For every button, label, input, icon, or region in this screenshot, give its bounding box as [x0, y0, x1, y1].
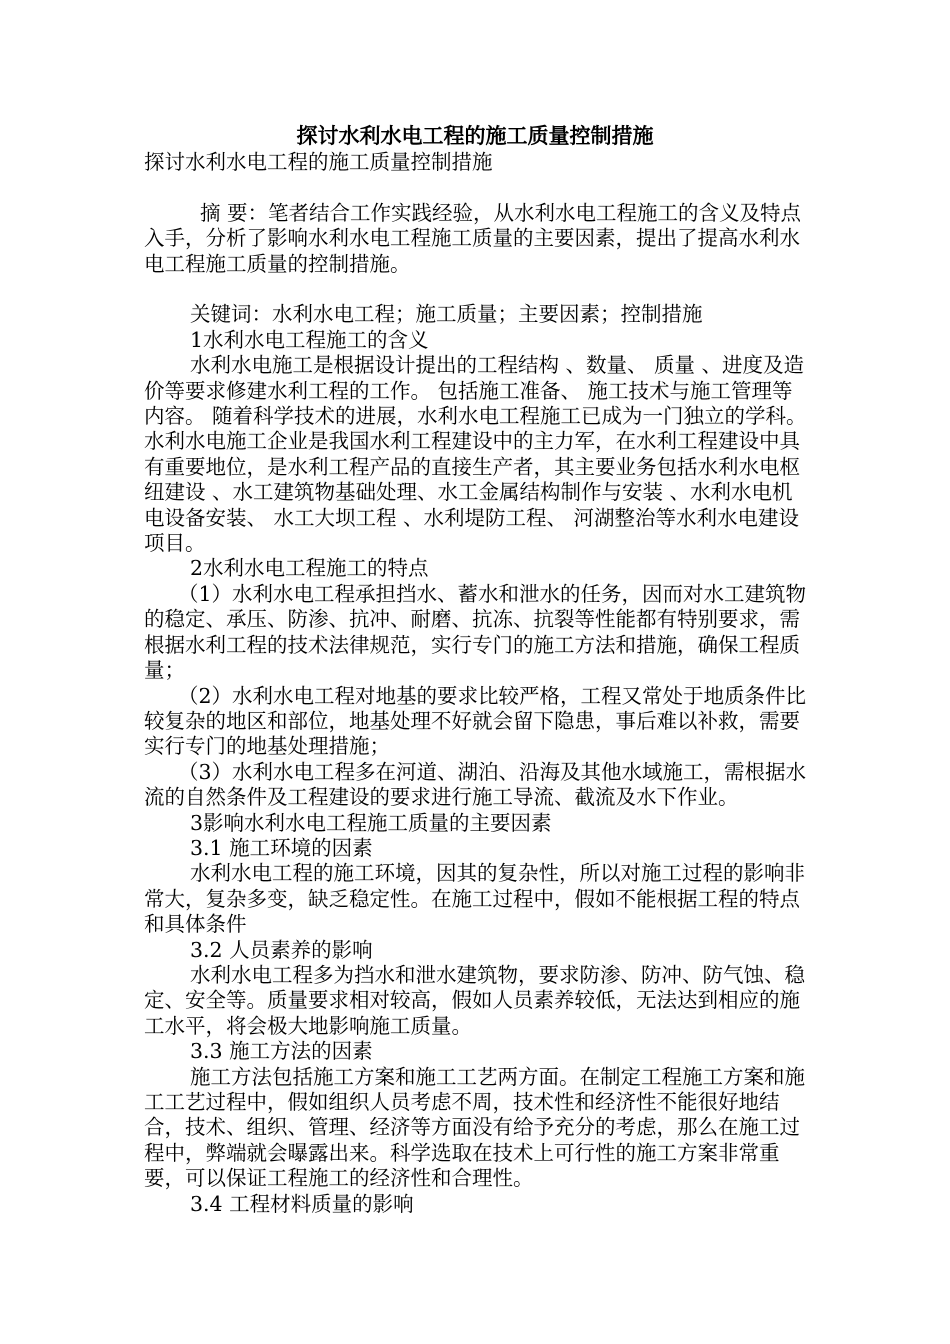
body-paragraph: 水利水电施工是根据设计提出的工程结构 、数量、 质量 、进度及造价等要求修建水利工程的工作。 包括施工准备、 施工技术与施工管理等内容。 随着科学技术的进展，水利水电工程施工已成为一门独立的学科。 水利水电施工企业是我国水利工程建设中的主力军，在水利工程建设中具有重要地位，是水利工程产品的直接生产者，其主要业务包括水利水电枢纽建设 、水工建筑物基础处理、水工金属结构制作与安装 、水利水电机电设备安装、 水工大坝工程 、水利堤防工程、 河湖整治等水利水电建设项目。	[144, 353, 807, 556]
document-subtitle: 探讨水利水电工程的施工质量控制措施	[144, 150, 493, 174]
body-paragraph: 施工方法包括施工方案和施工工艺两方面。在制定工程施工方案和施工工艺过程中，假如组织人员考虑不周，技术性和经济性不能很好地结合，技术、组织、管理、经济等方面没有给予充分的考虑，那么在施工过程中，弊端就会曝露出来。科学选取在技术上可行性的施工方案非常重要，可以保证工程施工的经济性和合理性。	[144, 1064, 805, 1191]
keywords-line: 关键词：水利水电工程；施工质量；主要因素；控制措施	[190, 302, 703, 327]
list-paragraph: （1）水利水电工程承担挡水、蓄水和泄水的任务，因而对水工建筑物的稳定、承压、防渗、抗冲、耐磨、抗冻、抗裂等性能都有特别要求，需根据水利工程的技术法律规范，实行专门的施工方法和措施，确保工程质量；	[144, 581, 807, 683]
section-heading: 2水利水电工程施工的特点	[190, 556, 429, 581]
subsection-heading: 3.3 施工方法的因素	[190, 1039, 373, 1064]
list-paragraph: （3）水利水电工程多在河道、湖泊、沿海及其他水域施工，需根据水流的自然条件及工程建设的要求进行施工导流、截流及水下作业。	[144, 759, 807, 810]
blank-line	[144, 175, 808, 200]
subsection-heading: 3.4 工程材料质量的影响	[190, 1191, 414, 1216]
subsection-heading: 3.2 人员素养的影响	[190, 937, 373, 962]
body-paragraph: 水利水电工程的施工环境，因其的复杂性，所以对施工过程的影响非常大，复杂多变，缺乏稳定性。在施工过程中，假如不能根据工程的特点和具体条件	[144, 861, 805, 937]
document-body	[144, 150, 808, 1217]
section-heading: 1水利水电工程施工的含义	[190, 327, 429, 352]
list-paragraph: （2）水利水电工程对地基的要求比较严格，工程又常处于地质条件比较复杂的地区和部位，地基处理不好就会留下隐患，事后难以补救，需要实行专门的地基处理措施；	[144, 683, 807, 759]
section-heading: 3影响水利水电工程施工质量的主要因素	[190, 810, 552, 835]
abstract-paragraph: 摘 要：笔者结合工作实践经验，从水利水电工程施工的含义及特点入手，分析了影响水利水电工程施工质量的主要因素，提出了提高水利水电工程施工质量的控制措施。	[144, 200, 802, 276]
body-paragraph: 水利水电工程多为挡水和泄水建筑物，要求防渗、防冲、防气蚀、稳定、安全等。质量要求相对较高，假如人员素养较低，无法达到相应的施工水平，将会极大地影响施工质量。	[144, 962, 805, 1038]
subsection-heading: 3.1 施工环境的因素	[190, 835, 373, 860]
blank-line	[144, 277, 808, 302]
document-title: 探讨水利水电工程的施工质量控制措施	[296, 123, 654, 148]
